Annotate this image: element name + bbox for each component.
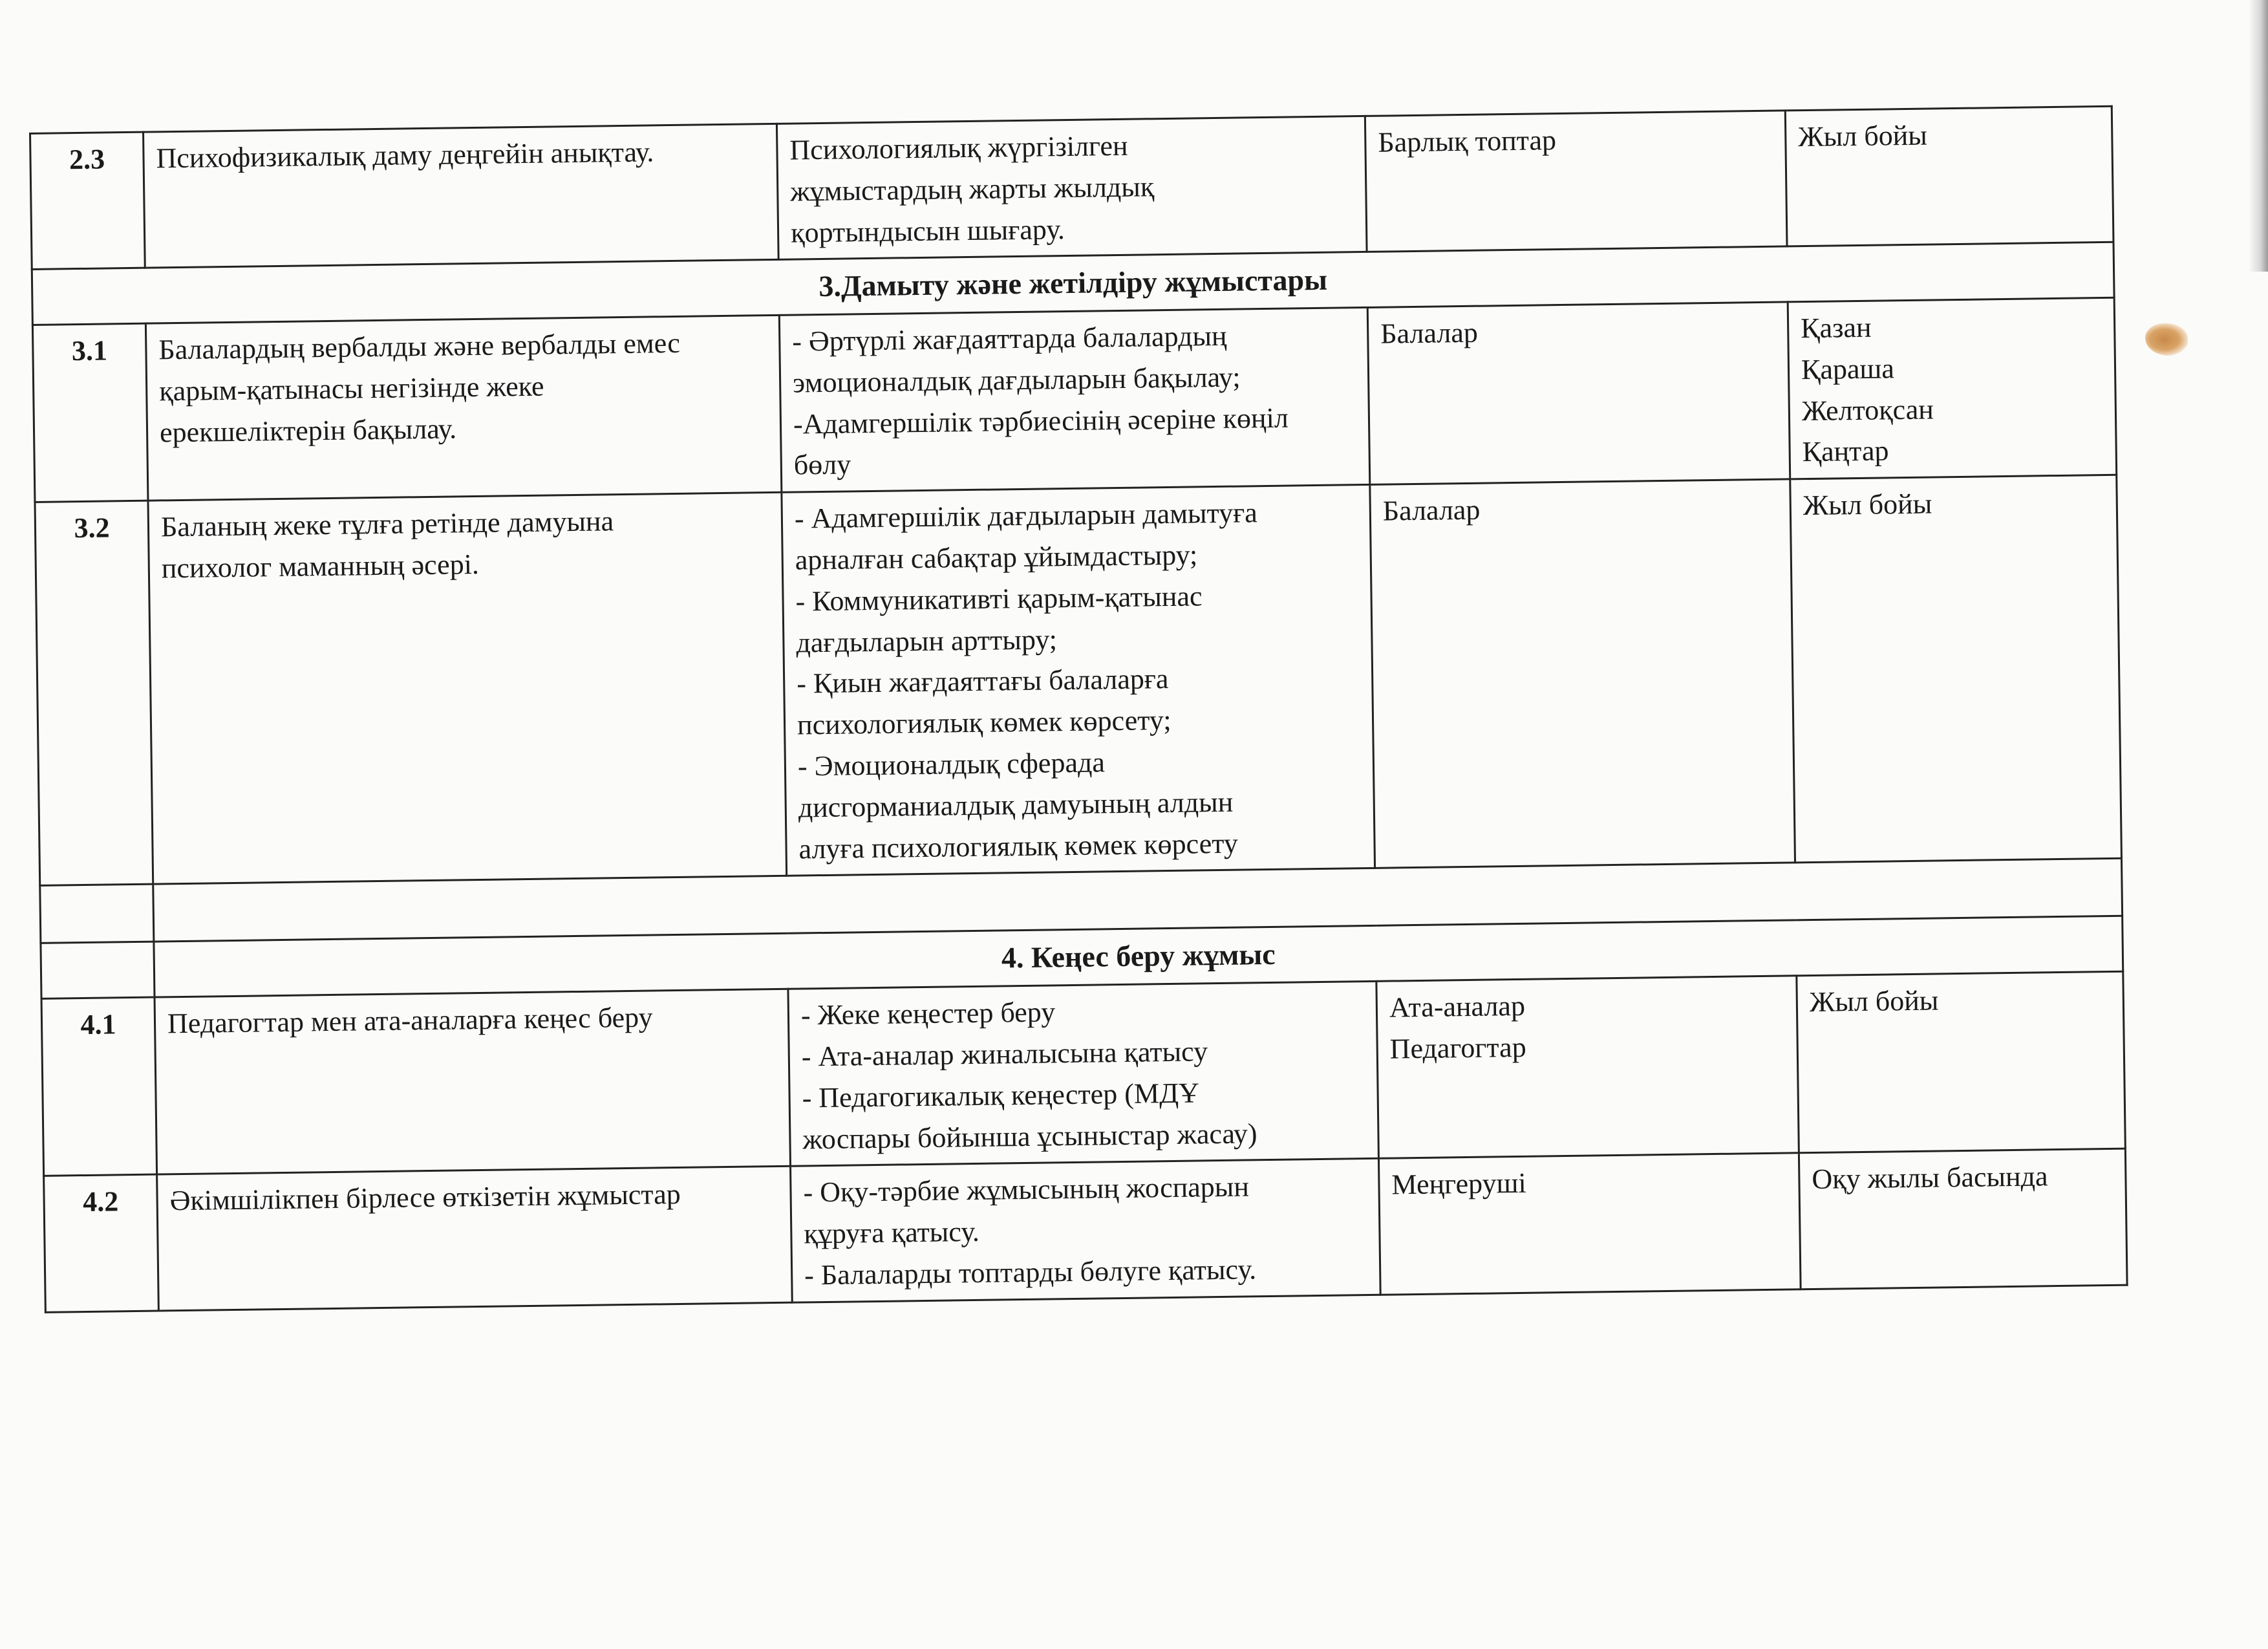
time-cell [1788, 297, 2117, 479]
time-line: Жыл бойы [1798, 119, 1928, 153]
time-line: Қазан [1800, 311, 1872, 345]
audience-cell: Меңгеруші [1378, 1153, 1801, 1295]
content-line: жоспары бойынша ұсыныстар жасау) [802, 1117, 1257, 1155]
section-title: 3.Дамыту және жетілдіру жұмыстары [32, 242, 2114, 325]
content-line: - Қиын жағдаяттағы балаларға [796, 663, 1169, 700]
content-line: - Әртүрлі жағдаяттарда балалардың [792, 319, 1227, 358]
subject-line: қарым-қатынасы негізінде жеке [158, 370, 544, 407]
time-cell [1799, 1149, 2127, 1289]
empty-cell [41, 942, 155, 999]
content-cell [788, 981, 1379, 1166]
content-line: қортындысын шығару. [790, 213, 1065, 249]
table-row [41, 971, 2125, 1176]
time-cell [1797, 971, 2126, 1153]
content-line: - Педагогикалық кеңестер (МДҰ [802, 1077, 1200, 1114]
content-line: жұмыстардың жарты жылдық [789, 171, 1155, 208]
audience-cell: Балалар [1370, 479, 1795, 868]
subject-line: Балалардың вербалды және вербалды емес [158, 327, 681, 366]
content-line: психологиялық көмек көрсету; [797, 704, 1171, 741]
content-line: - Адамгершілік дағдыларын дамытуға [794, 497, 1258, 535]
time-line: Оқу жылы басында [1812, 1160, 2048, 1196]
content-line: дисгорманиалдық дамуының алдын [798, 786, 1234, 824]
work-plan-table [29, 105, 2128, 1313]
section-title: 4. Кеңес беру жұмыс [154, 916, 2123, 998]
row-number: 3.1 [32, 323, 148, 502]
content-line: арналған сабақтар ұйымдастыру; [795, 539, 1198, 576]
row-number: 4.2 [44, 1174, 159, 1312]
page-edge-shadow [2249, 0, 2268, 272]
empty-cell [40, 885, 154, 943]
subject-line: ерекшеліктерін бақылау. [159, 413, 457, 449]
content-cell [776, 116, 1367, 259]
content-line: алуға психологиялық көмек көрсету [798, 827, 1239, 865]
content-cell [791, 1159, 1381, 1302]
time-line: Қараша [1801, 352, 1895, 386]
subject-cell [145, 315, 782, 501]
row-number: 3.2 [35, 501, 153, 885]
table-row [35, 475, 2121, 886]
row-number: 4.1 [41, 997, 157, 1176]
content-cell [779, 308, 1370, 493]
subject-cell [148, 493, 787, 885]
time-line: Жыл бойы [1809, 984, 1939, 1018]
audience-line: Педагогтар [1389, 1031, 1526, 1065]
content-line: дағдыларын арттыру; [796, 623, 1058, 659]
audience-line: Ата-аналар [1389, 989, 1526, 1024]
table-row [44, 1149, 2127, 1313]
content-line: Психологиялық жүргізілген [789, 129, 1128, 166]
content-line: - Ата-аналар жиналысына қатысу [801, 1035, 1208, 1073]
content-line: - Эмоционалдық сферада [797, 746, 1106, 782]
content-line: - Балаларды топтарды бөлуге қатысу. [804, 1253, 1257, 1291]
row-number: 2.3 [30, 132, 145, 270]
subject-cell: Психофизикалық даму деңгейін анықтау. [144, 124, 779, 268]
content-line: - Коммуникативті қарым-қатынас [795, 580, 1203, 618]
time-line: Желтоқсан [1801, 393, 1934, 427]
audience-cell: Барлық топтар [1365, 111, 1787, 252]
content-line: - Оқу-тәрбие жұмысының жоспарын [803, 1170, 1250, 1209]
content-line: бөлу [793, 448, 851, 482]
subject-cell: Педагогтар мен ата-аналарға кеңес беру [155, 989, 791, 1174]
stain-mark [2145, 323, 2188, 356]
subject-cell: Әкімшілікпен бірлесе өткізетін жұмыстар [157, 1167, 793, 1311]
content-cell [782, 485, 1375, 876]
content-line: құруға қатысу. [804, 1216, 980, 1250]
time-cell [1790, 475, 2122, 863]
content-line: - Жеке кеңестер беру [800, 996, 1056, 1031]
content-line: эмоционалдық дағдыларын бақылау; [792, 361, 1241, 399]
table-row [30, 106, 2113, 270]
time-line: Қаңтар [1802, 435, 1889, 468]
content-line: -Адамгершілік тәрбиесінің әсеріне көңіл [793, 402, 1289, 440]
audience-cell [1376, 976, 1799, 1159]
table-row [32, 297, 2116, 502]
audience-cell: Балалар [1367, 302, 1790, 485]
work-plan-sheet [29, 105, 2126, 1313]
time-cell [1785, 106, 2113, 246]
time-line: Жыл бойы [1803, 488, 1932, 522]
subject-line: психолог маманның әсері. [161, 548, 480, 585]
subject-line: Баланың жеке тұлға ретінде дамуына [160, 505, 614, 543]
